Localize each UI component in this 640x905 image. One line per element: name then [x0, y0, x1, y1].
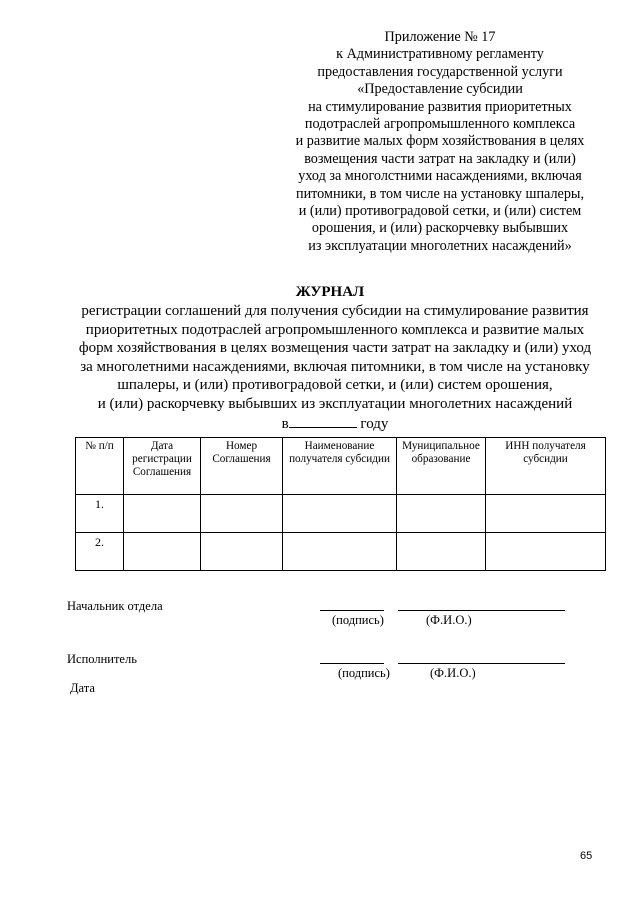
- page-number: 65: [580, 850, 593, 862]
- column-header-recipient-name: Наименование получателя субсидии: [283, 438, 397, 495]
- table-cell: [397, 495, 486, 533]
- subtitle-line: и (или) раскорчевку выбывших из эксплуатации многолетних насаждений: [97, 395, 573, 412]
- head-signature-line: [320, 610, 384, 611]
- table-header-row: [76, 438, 606, 495]
- appendix-line: предоставления государственной услуги: [317, 63, 563, 80]
- year-blank: [289, 414, 357, 428]
- date-label: Дата: [70, 681, 95, 695]
- subtitle-line: приоритетных подотраслей агропромышленного комплекса и развитие малых: [85, 321, 585, 338]
- appendix-line: Приложение № 17: [384, 29, 496, 45]
- table-cell: [283, 495, 397, 533]
- executor-name-line: [398, 663, 565, 664]
- appendix-line: «Предоставление субсидии: [357, 81, 523, 98]
- appendix-line: на стимулирование развития приоритетных: [308, 98, 572, 115]
- subtitle-line: за многолетними насаждениями, включая питомники, в том числе на установку: [80, 358, 590, 375]
- head-of-department-label: Начальник отдела: [67, 599, 163, 613]
- appendix-line: из эксплуатации многолетних насаждений»: [308, 237, 572, 254]
- head-name-caption: (Ф.И.О.): [426, 613, 472, 627]
- appendix-line: и (или) противоградовой сетки, и (или) систем: [298, 203, 582, 220]
- subtitle-line: шпалеры, и (или) противоградовой сетки, и (или) систем орошения,: [117, 377, 553, 394]
- table-row: [76, 533, 606, 571]
- year-line: [40, 414, 630, 434]
- appendix-line: уход за многолстними насаждениями, включая: [298, 168, 582, 185]
- column-header-agreement-number: Номер Соглашения: [201, 438, 283, 495]
- appendix-line: подотраслей агропромышленного комплекса: [304, 116, 576, 133]
- year-suffix: году: [360, 415, 389, 432]
- executor-name-caption: (Ф.И.О.): [430, 666, 476, 680]
- appendix-line: орошения, и (или) раскорчевку выбывших: [311, 220, 569, 237]
- table-cell: 1.: [76, 495, 124, 533]
- table-row: [76, 495, 606, 533]
- appendix-header: [270, 29, 610, 255]
- executor-signature-line: [320, 663, 384, 664]
- head-name-line: [398, 610, 565, 611]
- journal-title: ЖУРНАЛ: [295, 284, 365, 300]
- column-header-municipality: Муниципальное образование: [397, 438, 486, 495]
- column-header-date: Дата регистрации Соглашения: [124, 438, 201, 495]
- table-cell: [486, 495, 606, 533]
- executor-signature-caption: (подпись): [338, 666, 390, 680]
- table-cell: [124, 495, 201, 533]
- appendix-line: к Административному регламенту: [336, 46, 544, 63]
- registration-table: [75, 437, 606, 571]
- table-cell: [201, 533, 283, 571]
- table-cell: 2.: [76, 533, 124, 571]
- table-cell: [283, 533, 397, 571]
- column-header-number: № п/п: [76, 438, 124, 495]
- subtitle-line: форм хозяйствования в целях возмещения части затрат на закладку и (или) уход: [78, 340, 592, 357]
- journal-subtitle: [40, 302, 630, 433]
- executor-label: Исполнитель: [67, 652, 137, 666]
- appendix-line: возмещения части затрат на закладку и (или): [304, 150, 576, 167]
- table-cell: [397, 533, 486, 571]
- table-cell: [201, 495, 283, 533]
- table-cell: [486, 533, 606, 571]
- year-prefix: в: [281, 415, 289, 432]
- table-cell: [124, 533, 201, 571]
- appendix-line: и развитие малых форм хозяйствования в целях: [295, 133, 585, 150]
- subtitle-line: регистрации соглашений для получения субсидии на стимулирование развития: [81, 303, 589, 319]
- appendix-line: питомники, в том числе на установку шпалеры,: [295, 185, 585, 202]
- column-header-inn: ИНН получателя субсидии: [486, 438, 606, 495]
- head-signature-caption: (подпись): [332, 613, 384, 627]
